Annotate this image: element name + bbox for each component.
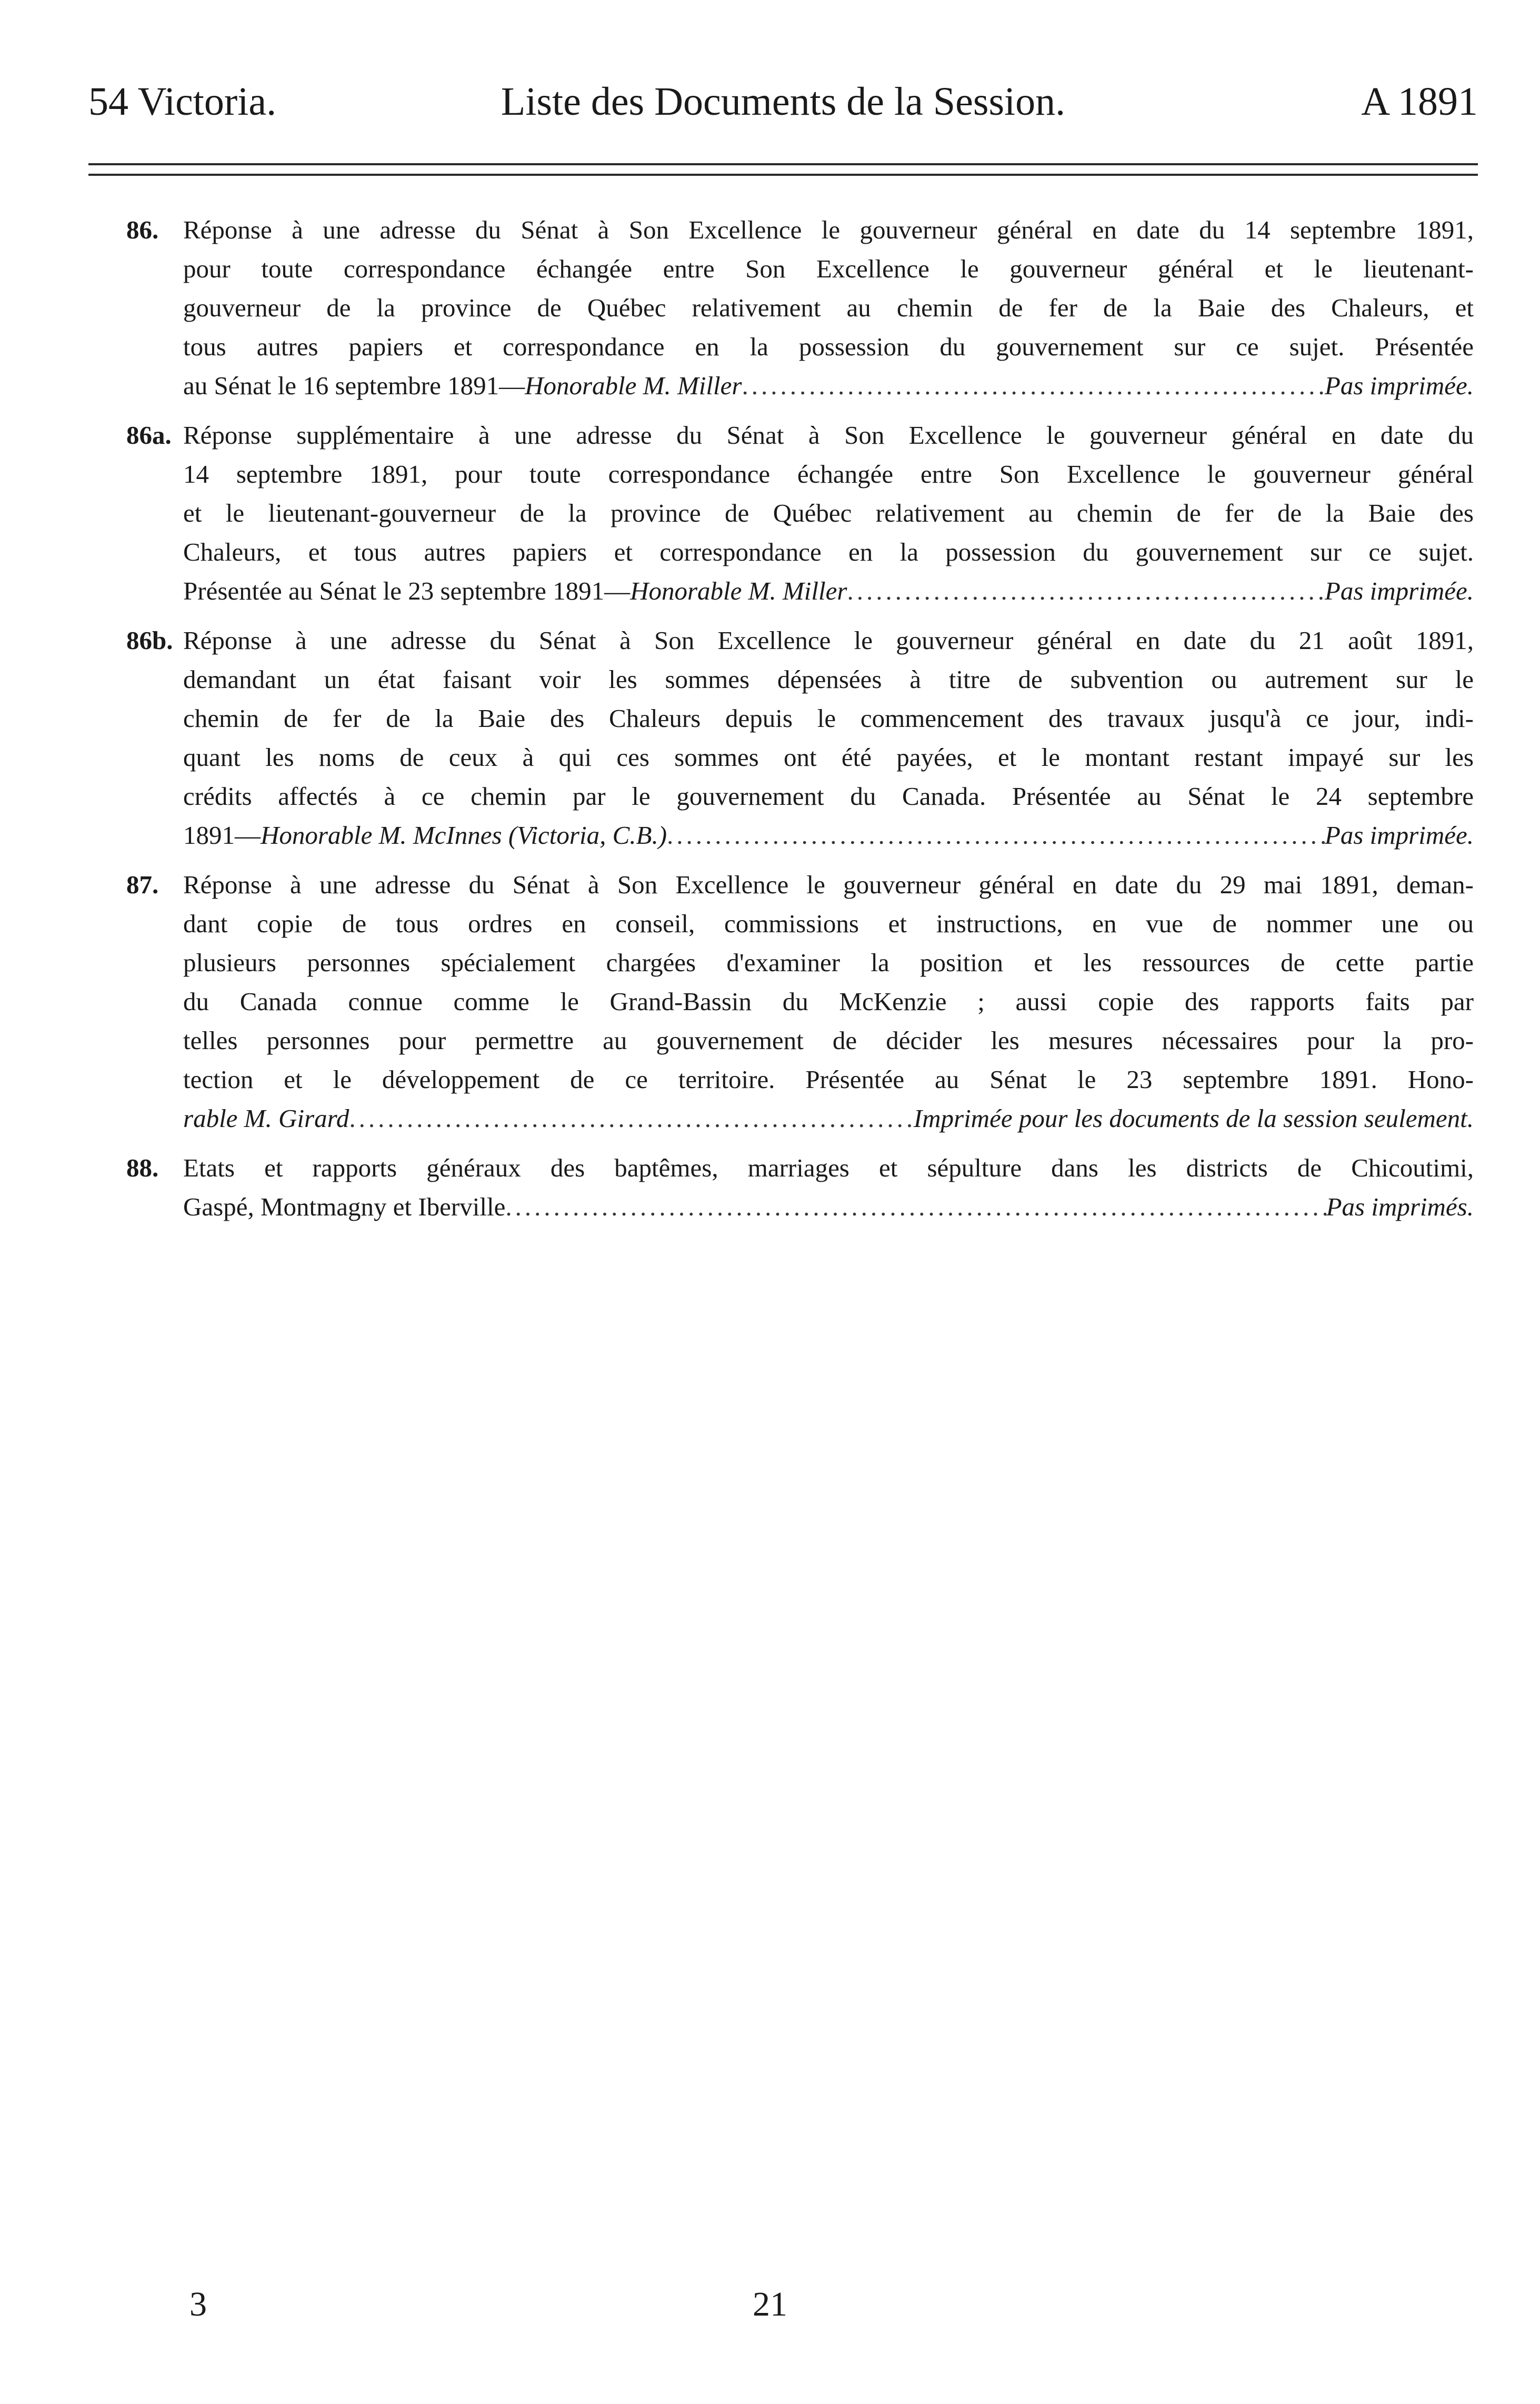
dot-leader [742, 366, 1324, 405]
entry-presenter: Honorable M. Miller [630, 576, 847, 605]
list-item [126, 211, 1474, 405]
entry-presenter: Honorable M. McInnes (Victoria, C.B.) [261, 821, 667, 850]
document-list [126, 211, 1474, 1237]
entry-text [183, 211, 1474, 405]
header-sessional-year: A 1891 [1361, 79, 1478, 124]
entry-line: telles personnes pour permettre au gouvernement de décider les mesures nécessaires pour la pro- [183, 1026, 1474, 1055]
entry-last-line [183, 1099, 1474, 1138]
entry-line: Réponse à une adresse du Sénat à Son Excellence le gouverneur général en date du 21 août 1891, [183, 626, 1474, 655]
entry-line: Réponse supplémentaire à une adresse du Sénat à Son Excellence le gouverneur général en date du [183, 421, 1474, 450]
dot-leader [847, 572, 1324, 611]
entry-line: pour toute correspondance échangée entre Son Excellence le gouverneur général et le lieutenant- [183, 254, 1474, 283]
entry-status: Pas imprimée. [1324, 576, 1474, 605]
dot-leader [667, 816, 1325, 855]
entry-line: du Canada connue comme le Grand-Bassin du McKenzie ; aussi copie des rapports faits par [183, 987, 1474, 1016]
page-number: 21 [753, 2285, 787, 2323]
entry-line: quant les noms de ceux à qui ces sommes ont été payées, et le montant restant impayé sur les [183, 743, 1474, 772]
entry-status: Pas imprimés. [1326, 1192, 1474, 1221]
entry-line: tection et le développement de ce territoire. Présentée au Sénat le 23 septembre 1891. Hono- [183, 1065, 1474, 1094]
entry-line: Chaleurs, et tous autres papiers et correspondance en la possession du gouvernement sur ce sujet. [183, 537, 1474, 566]
entry-line: plusieurs personnes spécialement chargées d'examiner la position et les ressources de cette partie [183, 948, 1474, 977]
entry-presented: Gaspé, Montmagny et Iberville [183, 1192, 506, 1221]
entry-number: 86. [126, 215, 159, 244]
entry-line: 14 septembre 1891, pour toute correspondance échangée entre Son Excellence le gouverneur général [183, 460, 1474, 488]
entry-text [183, 1149, 1474, 1226]
entry-line: chemin de fer de la Baie des Chaleurs depuis le commencement des travaux jusqu'à ce jour, indi- [183, 704, 1474, 733]
header-session-year: 54 Victoria. [88, 79, 277, 124]
entry-line: et le lieutenant-gouverneur de la province de Québec relativement au chemin de fer de la Baie des [183, 498, 1474, 527]
entry-last-line [183, 366, 1474, 405]
entry-line: crédits affectés à ce chemin par le gouvernement du Canada. Présentée au Sénat le 24 septembre [183, 782, 1474, 811]
entry-number: 88. [126, 1153, 159, 1182]
entry-number: 86b. [126, 626, 173, 655]
entry-presented: Présentée au Sénat le 23 septembre 1891— [183, 576, 631, 605]
entry-presenter: Honorable M. Miller [525, 371, 742, 400]
list-item [126, 621, 1474, 855]
header-title: Liste des Documents de la Session. [501, 79, 1066, 124]
entry-presented: 1891— [183, 821, 261, 850]
running-header [88, 79, 1478, 137]
entry-line: dant copie de tous ordres en conseil, commissions et instructions, en vue de nommer une ou [183, 909, 1474, 938]
list-item [126, 865, 1474, 1138]
list-item [126, 1149, 1474, 1226]
list-item [126, 416, 1474, 611]
header-rule-top [88, 163, 1478, 165]
entry-line: demandant un état faisant voir les sommes dépensées à titre de subvention ou autrement sur le [183, 665, 1474, 694]
dot-leader [349, 1099, 913, 1138]
entry-presenter: rable M. Girard [183, 1104, 349, 1133]
entry-presented: au Sénat le 16 septembre 1891— [183, 371, 525, 400]
entry-line: Réponse à une adresse du Sénat à Son Excellence le gouverneur général en date du 14 septembre 1891, [183, 215, 1474, 244]
entry-status: Pas imprimée. [1324, 821, 1474, 850]
entry-line: gouverneur de la province de Québec relativement au chemin de fer de la Baie des Chaleurs, et [183, 293, 1474, 322]
entry-text [183, 416, 1474, 611]
entry-last-line [183, 572, 1474, 611]
entry-last-line [183, 1188, 1474, 1226]
entry-text [183, 621, 1474, 855]
signature-mark: 3 [189, 2285, 207, 2323]
entry-line: tous autres papiers et correspondance en la possession du gouvernement sur ce sujet. Présentée [183, 332, 1474, 361]
entry-last-line [183, 816, 1474, 855]
entry-line: Réponse à une adresse du Sénat à Son Excellence le gouverneur général en date du 29 mai 1891, deman- [183, 870, 1474, 899]
entry-number: 86a. [126, 421, 172, 450]
dot-leader [505, 1188, 1326, 1226]
entry-text [183, 865, 1474, 1138]
entry-status: Imprimée pour les documents de la session seulement. [913, 1104, 1474, 1133]
entry-line: Etats et rapports généraux des baptêmes, marriages et sépulture dans les districts de Chicoutimi, [183, 1153, 1474, 1182]
header-rule-bottom [88, 174, 1478, 176]
entry-number: 87. [126, 870, 159, 899]
entry-status: Pas imprimée. [1324, 371, 1474, 400]
